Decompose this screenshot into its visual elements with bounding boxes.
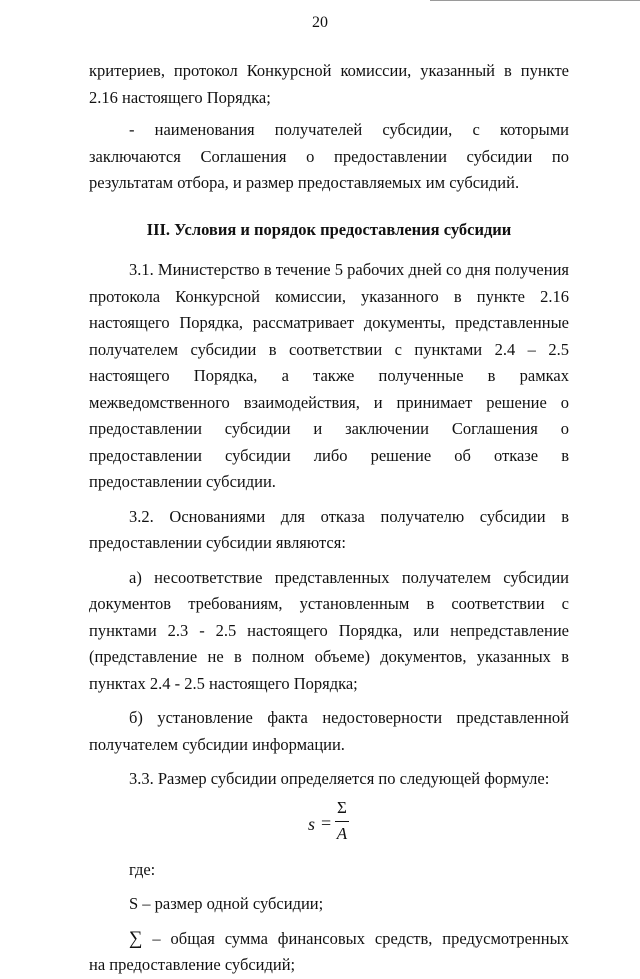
continuation-paragraph: критериев, протокол Конкурсной комиссии, указанный в пункте 2.16 настоящего Порядка; [89,61,569,107]
sigma-word: предусмотренных [442,928,569,948]
sigma-definition-line [89,926,569,953]
clause-3-1: 3.1. Министерство в течение 5 рабочих дней со дня получения протокола Конкурсной комиссии, указанного в пункте 2.16 настоящего Порядка, рассматривает документы, представленные получателем субсидии в соответствии с пунктами 2.4 – 2.5 настоящего Порядка, а также полученные в рамках межведомственного взаимодействия, и принимает решение о предоставлении субсидии и заключении Соглашения о предоставлении субсидии либо решение об отказе в предоставлении субсидии. [89,260,569,491]
page-body [89,58,569,979]
page-number: 20 [312,14,328,31]
section-heading: III. Условия и порядок предоставления субсидии [146,219,512,239]
sigma-symbol: ∑ [129,927,143,949]
formula-equals: = [321,812,332,833]
clause-3-3: 3.3. Размер субсидии определяется по следующей формуле: [129,769,550,788]
where-label: где: [129,859,156,879]
recipients-list-item: - наименования получателей субсидии, с которыми заключаются Соглашения о предоставлении субсидии по результатам отбора, и размер предоставляемых им субсидий. [89,120,569,192]
formula-lhs: s [308,813,316,834]
formula-denominator: A [336,823,348,843]
formula-numerator: Σ [337,797,347,817]
sigma-word: сумма [224,928,268,948]
s-definition: S – размер одной субсидии; [129,894,324,913]
subsidy-formula [89,799,569,843]
sigma-word: средств, [374,928,433,948]
scan-edge-line [430,0,640,3]
sigma-word: – [152,928,161,948]
clause-3-2-a: а) несоответствие представленных получателем субсидии документов требованиям, установленным в соответствии с пунктами 2.3 - 2.5 настоящего Порядка, или непредставление (представление не в полном объеме) документов, указанных в пунктах 2.4 - 2.5 настоящего Порядка; [89,567,569,693]
clause-3-2: 3.2. Основаниями для отказа получателю субсидии в предоставлении субсидии являются: [89,506,569,552]
sigma-word: общая [170,928,215,948]
sigma-definition-continuation: на предоставление субсидий; [89,955,296,974]
clause-3-2-b: б) установление факта недостоверности представленной получателем субсидии информации. [89,708,569,754]
sigma-word: финансовых [277,928,366,948]
